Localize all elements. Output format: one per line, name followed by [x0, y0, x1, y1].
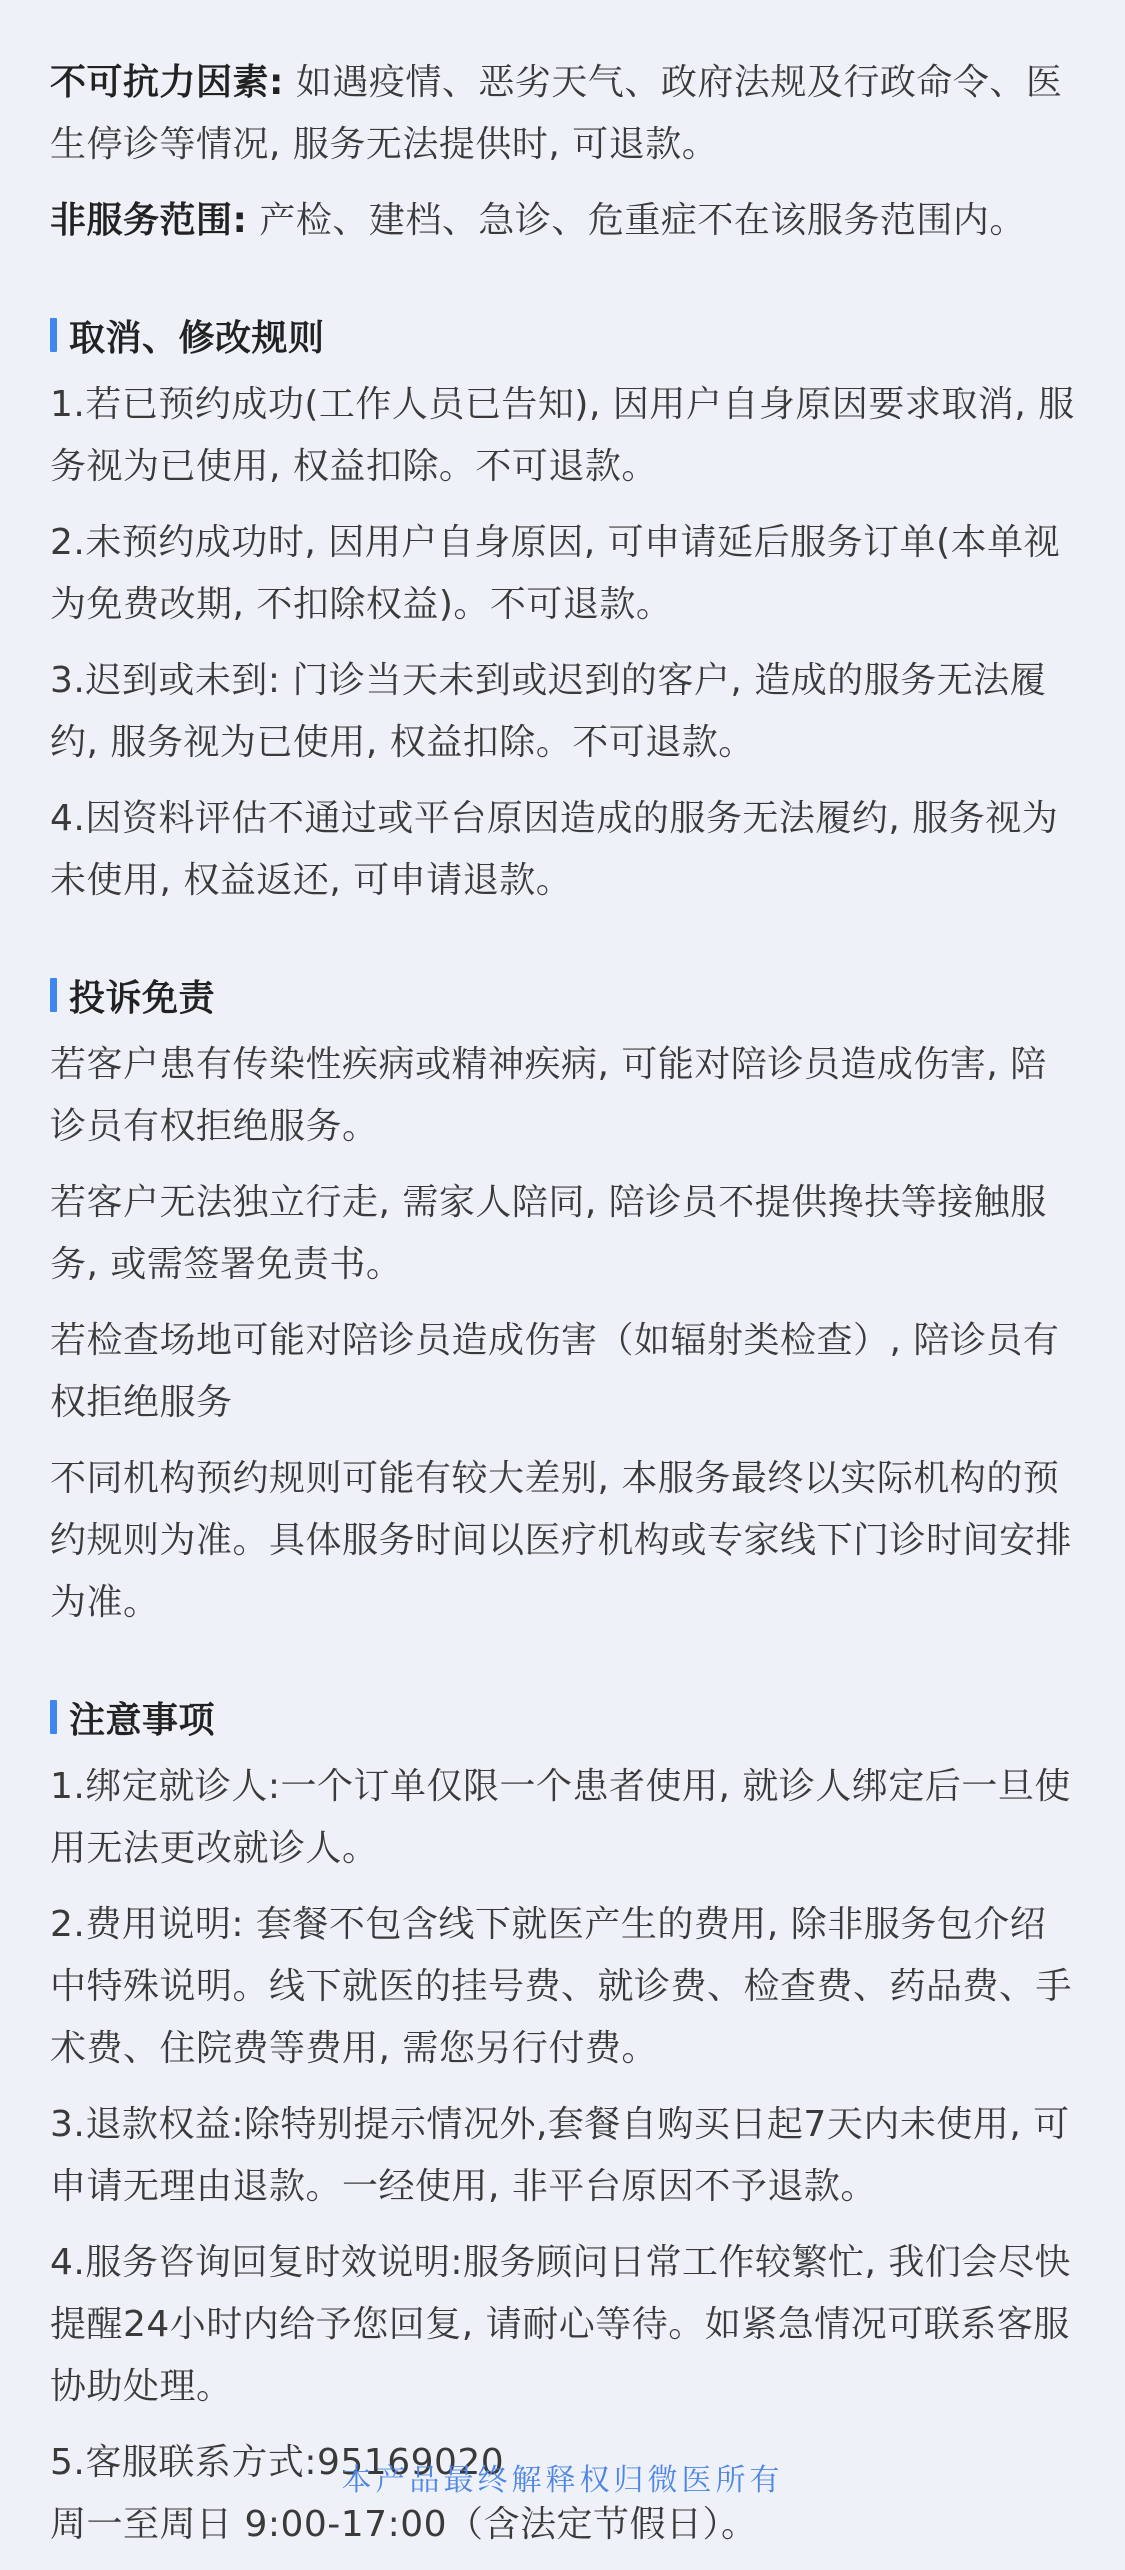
note-item: 1.绑定就诊人:一个订单仅限一个患者使用, 就诊人绑定后一旦使用无法更改就诊人。 [50, 1766, 1071, 1869]
section-heading [50, 1686, 1077, 1748]
out-of-scope-text: 产检、建档、急诊、危重症不在该服务范围内。 [247, 200, 1026, 241]
rule-item: 1.若已预约成功(工作人员已告知), 因用户自身原因要求取消, 服务视为已使用, 权益扣除。不可退款。 [50, 384, 1075, 487]
disclaimer-section [50, 964, 1077, 1634]
note-item: 4.服务咨询回复时效说明:服务顾问日常工作较繁忙, 我们会尽快提醒24小时内给予您回复, 请耐心等待。如紧急情况可联系客服协助处理。 [50, 2242, 1071, 2407]
rule-item: 4.因资料评估不通过或平台原因造成的服务无法履约, 服务视为未使用, 权益返还, 可申请退款。 [50, 798, 1059, 901]
note-item: 3.退款权益:除特别提示情况外,套餐自购买日起7天内未使用, 可申请无理由退款。一经使用, 非平台原因不予退款。 [50, 2104, 1070, 2207]
section-title: 投诉免责 [69, 977, 216, 1019]
section-accent-bar [50, 1700, 57, 1734]
disclaimer-item: 若检查场地可能对陪诊员造成伤害（如辐射类检查）, 陪诊员有权拒绝服务 [50, 1320, 1060, 1423]
section-heading [50, 964, 1077, 1026]
disclaimer-item: 若客户患有传染性疾病或精神疾病, 可能对陪诊员造成伤害, 陪诊员有权拒绝服务。 [50, 1044, 1047, 1147]
force-majeure-paragraph [50, 52, 1077, 176]
section-accent-bar [50, 318, 57, 352]
cancel-modify-section [50, 304, 1077, 912]
rule-item: 3.迟到或未到: 门诊当天未到或迟到的客户, 造成的服务无法履约, 服务视为已使用, 权益扣除。不可退款。 [50, 660, 1047, 763]
rule-item: 2.未预约成功时, 因用户自身原因, 可申请延后服务订单(本单视为免费改期, 不扣除权益)。不可退款。 [50, 522, 1061, 625]
disclaimer-item: 若客户无法独立行走, 需家人陪同, 陪诊员不提供搀扶等接触服务, 或需签署免责书。 [50, 1182, 1047, 1285]
footer-disclaimer: 本产品最终解释权归微医所有 [341, 2463, 784, 2498]
notes-section [50, 1686, 1077, 2556]
force-majeure-text: 如遇疫情、恶劣天气、政府法规及行政命令、医生停诊等情况, 服务无法提供时, 可退款。 [50, 62, 1063, 165]
section-accent-bar [50, 978, 57, 1012]
out-of-scope-label: 非服务范围: [50, 200, 248, 241]
force-majeure-label: 不可抗力因素: [50, 62, 284, 103]
out-of-scope-paragraph [50, 190, 1077, 252]
contact-hours: 周一至周日 9:00-17:00（含法定节假日）。 [50, 2504, 758, 2545]
contact-phone: 5.客服联系方式:95169020 [50, 2442, 505, 2483]
section-title: 注意事项 [69, 1699, 216, 1741]
disclaimer-item: 不同机构预约规则可能有较大差别, 本服务最终以实际机构的预约规则为准。具体服务时间以医疗机构或专家线下门诊时间安排为准。 [50, 1458, 1073, 1623]
section-heading [50, 304, 1077, 366]
section-title: 取消、修改规则 [69, 317, 325, 359]
note-item: 2.费用说明: 套餐不包含线下就医产生的费用, 除非服务包介绍中特殊说明。线下就医的挂号费、就诊费、检查费、药品费、手术费、住院费等费用, 需您另行付费。 [50, 1904, 1073, 2069]
